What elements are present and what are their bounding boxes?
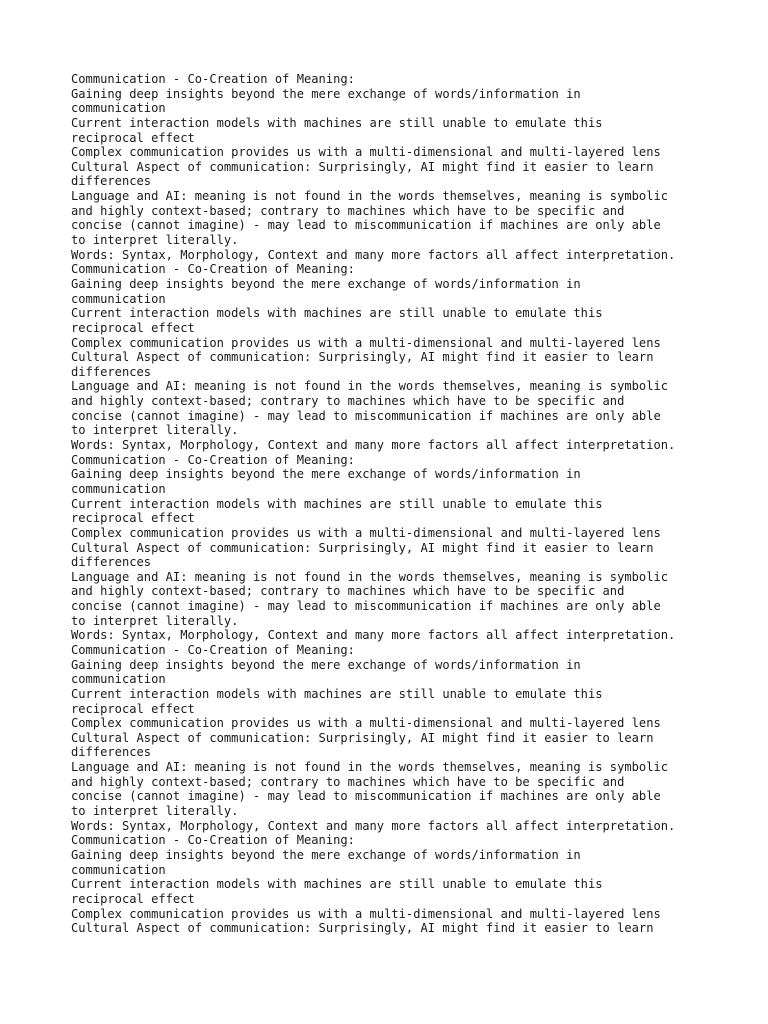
text-line: concise (cannot imagine) - may lead to miscommunication if machines are only able: [71, 789, 661, 804]
text-line: reciprocal effect: [71, 130, 195, 145]
text-line: to interpret literally.: [71, 423, 239, 438]
text-line: Gaining deep insights beyond the mere exchange of words/information in: [71, 657, 581, 672]
text-line: Gaining deep insights beyond the mere exchange of words/information in: [71, 86, 581, 101]
text-line: and highly context-based; contrary to machines which have to be specific and: [71, 584, 625, 599]
text-line: Language and AI: meaning is not found in the words themselves, meaning is symbolic: [71, 379, 669, 394]
text-line: Current interaction models with machines are still unable to emulate this: [71, 306, 603, 321]
text-line: Complex communication provides us with a multi-dimensional and multi-layered lens: [71, 145, 661, 160]
text-line: communication: [71, 481, 166, 496]
text-line: Communication - Co-Creation of Meaning:: [71, 72, 355, 86]
text-line: Communication - Co-Creation of Meaning:: [71, 833, 355, 848]
text-line: Complex communication provides us with a multi-dimensional and multi-layered lens: [71, 335, 661, 350]
text-line: Current interaction models with machines are still unable to emulate this: [71, 115, 603, 130]
text-line: and highly context-based; contrary to machines which have to be specific and: [71, 394, 625, 409]
text-line: Words: Syntax, Morphology, Context and many more factors all affect interpretation.: [71, 438, 676, 453]
text-line: Cultural Aspect of communication: Surprisingly, AI might find it easier to learn: [71, 540, 654, 555]
text-line: concise (cannot imagine) - may lead to miscommunication if machines are only able: [71, 599, 661, 614]
text-line: Communication - Co-Creation of Meaning:: [71, 262, 355, 277]
text-line: concise (cannot imagine) - may lead to miscommunication if machines are only able: [71, 218, 661, 233]
text-line: communication: [71, 101, 166, 116]
text-line: differences: [71, 174, 152, 189]
text-line: reciprocal effect: [71, 701, 195, 716]
text-line: Gaining deep insights beyond the mere exchange of words/information in: [71, 847, 581, 862]
text-line: and highly context-based; contrary to machines which have to be specific and: [71, 774, 625, 789]
text-line: communication: [71, 291, 166, 306]
text-line: Words: Syntax, Morphology, Context and many more factors all affect interpretation.: [71, 247, 676, 262]
text-line: Communication - Co-Creation of Meaning:: [71, 452, 355, 467]
text-line: Gaining deep insights beyond the mere exchange of words/information in: [71, 467, 581, 482]
text-line: communication: [71, 862, 166, 877]
text-line: Language and AI: meaning is not found in the words themselves, meaning is symbolic: [71, 569, 669, 584]
text-line: Current interaction models with machines are still unable to emulate this: [71, 686, 603, 701]
text-line: communication: [71, 672, 166, 687]
text-line: Communication - Co-Creation of Meaning:: [71, 642, 355, 657]
text-line: Cultural Aspect of communication: Surprisingly, AI might find it easier to learn: [71, 730, 654, 745]
text-line: Complex communication provides us with a multi-dimensional and multi-layered lens: [71, 525, 661, 540]
text-line: differences: [71, 745, 152, 760]
text-line: Words: Syntax, Morphology, Context and many more factors all affect interpretation.: [71, 818, 676, 833]
text-line: Language and AI: meaning is not found in the words themselves, meaning is symbolic: [71, 760, 669, 775]
text-line: reciprocal effect: [71, 511, 195, 526]
text-line: Cultural Aspect of communication: Surprisingly, AI might find it easier to learn: [71, 159, 654, 174]
text-line: differences: [71, 555, 152, 570]
text-line: Words: Syntax, Morphology, Context and many more factors all affect interpretation.: [71, 628, 676, 643]
text-line: reciprocal effect: [71, 320, 195, 335]
text-line: Gaining deep insights beyond the mere exchange of words/information in: [71, 276, 581, 291]
text-line: to interpret literally.: [71, 613, 239, 628]
text-line: and highly context-based; contrary to machines which have to be specific and: [71, 203, 625, 218]
text-line: Complex communication provides us with a multi-dimensional and multi-layered lens: [71, 906, 661, 921]
text-line: to interpret literally.: [71, 804, 239, 819]
text-line: Complex communication provides us with a multi-dimensional and multi-layered lens: [71, 716, 661, 731]
text-line: differences: [71, 364, 152, 379]
text-line: Language and AI: meaning is not found in the words themselves, meaning is symbolic: [71, 189, 669, 204]
text-line: Current interaction models with machines are still unable to emulate this: [71, 877, 603, 892]
text-line: Cultural Aspect of communication: Surprisingly, AI might find it easier to learn: [71, 921, 654, 936]
text-line: Cultural Aspect of communication: Surprisingly, AI might find it easier to learn: [71, 350, 654, 365]
text-line: concise (cannot imagine) - may lead to miscommunication if machines are only able: [71, 408, 661, 423]
text-line: to interpret literally.: [71, 233, 239, 248]
text-line: reciprocal effect: [71, 891, 195, 906]
document-page: [71, 72, 711, 936]
text-line: Current interaction models with machines are still unable to emulate this: [71, 496, 603, 511]
